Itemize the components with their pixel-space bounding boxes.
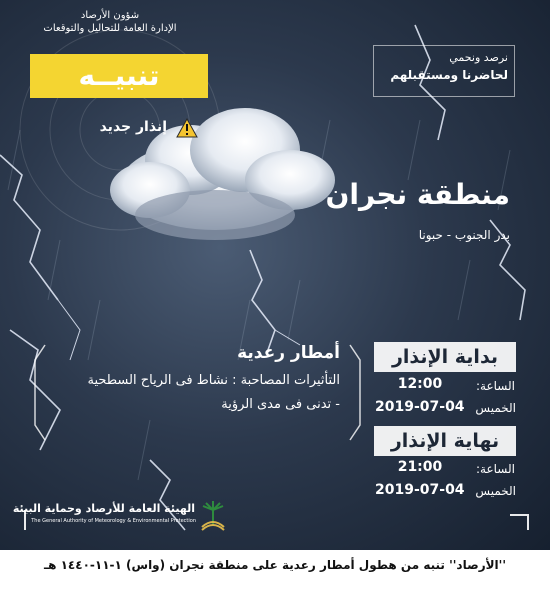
warning-start-time-value: 12:00 xyxy=(397,376,443,392)
palm-swords-logo-icon xyxy=(198,500,228,534)
alert-level-label: تنبيــه xyxy=(78,59,160,92)
region-name: منطقة نجران xyxy=(325,178,510,211)
warning-start-date: 2019-07-04 xyxy=(375,399,465,415)
effects-line-1: التأثيرات المصاحبة : نشاط فى الرياح السطحية xyxy=(87,373,340,388)
news-caption: ''الأرصاد'' تنبه من هطول أمطار رعدية على منطقة نجران (واس) ١-١١-١٤٤٠ هـ xyxy=(43,558,506,572)
warning-end-title: نهاية الإنذار xyxy=(390,430,500,452)
warning-end-time-label: الساعة: xyxy=(476,462,515,476)
slogan-line-2: لحاضرنا ومستقبلهم xyxy=(390,68,508,82)
warning-triangle-icon xyxy=(176,118,198,138)
warning-start-time-label: الساعة: xyxy=(476,379,515,393)
phenomenon-title: أمطار رعدية xyxy=(237,343,340,363)
warning-end-date: 2019-07-04 xyxy=(375,482,465,498)
slogan-line-1: نرصد ونحمي xyxy=(449,51,508,64)
new-warning-text: إنذار جديد xyxy=(99,119,167,135)
warning-start-day: الخميس xyxy=(475,401,516,415)
authority-name-ar: الهيئة العامة للأرصاد وحماية البيئة xyxy=(12,502,195,515)
warning-start-title: بداية الإنذار xyxy=(391,346,499,368)
authority-name-en: The General Authority of Meteorology & Environmental Protection xyxy=(31,518,196,524)
region-localities: بدر الجنوب - حبونا xyxy=(418,228,510,242)
effects-line-2: - تدنى فى مدى الرؤية xyxy=(221,397,340,412)
ministry-line-2: الإدارة العامة للتحاليل والتوقعات xyxy=(43,23,177,34)
warning-end-time-value: 21:00 xyxy=(397,459,443,475)
warning-end-day: الخميس xyxy=(475,484,516,498)
ministry-line-1: شؤون الأرصاد xyxy=(80,10,140,21)
